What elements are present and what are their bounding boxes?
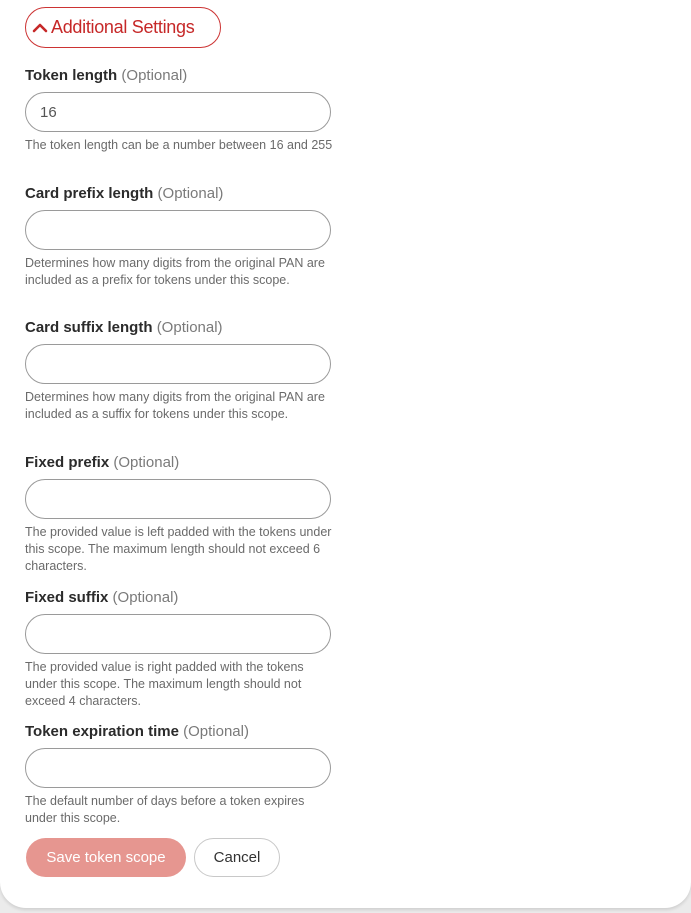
card-suffix-length-input[interactable] [25, 344, 331, 384]
card-suffix-length-field [25, 318, 335, 423]
token-expiration-input[interactable] [25, 748, 331, 788]
optional-tag: (Optional) [112, 589, 179, 606]
token-expiration-help: The default number of days before a token expires under this scope. [25, 794, 305, 825]
fixed-suffix-label: Fixed suffix (Optional) [25, 589, 179, 606]
fixed-prefix-label: Fixed prefix (Optional) [25, 454, 180, 471]
card-prefix-length-input[interactable] [25, 210, 331, 250]
token-length-field [25, 66, 335, 154]
card-prefix-length-field [25, 184, 335, 289]
card-suffix-length-help: Determines how many digits from the original PAN are included as a suffix for tokens under this scope. [25, 390, 325, 421]
token-expiration-field [25, 722, 335, 827]
fixed-suffix-input[interactable] [25, 614, 331, 654]
fixed-prefix-field [25, 453, 335, 575]
chevron-up-icon [32, 17, 51, 38]
optional-tag: (Optional) [121, 67, 188, 84]
save-token-scope-button[interactable]: Save token scope [26, 838, 186, 877]
cancel-button[interactable]: Cancel [194, 838, 280, 877]
fixed-prefix-help: The provided value is left padded with the tokens under this scope. The maximum length should not exceed 6 characters. [25, 525, 332, 573]
token-expiration-label: Token expiration time (Optional) [25, 723, 249, 740]
fixed-suffix-help: The provided value is right padded with the tokens under this scope. The maximum length should not exceed 4 characters. [25, 660, 304, 708]
optional-tag: (Optional) [113, 454, 180, 471]
form-actions [26, 838, 280, 877]
additional-settings-toggle[interactable] [25, 7, 221, 48]
fixed-suffix-field [25, 588, 335, 710]
additional-settings-label: Additional Settings [51, 17, 195, 37]
token-length-label: Token length (Optional) [25, 67, 188, 84]
card-suffix-length-label: Card suffix length (Optional) [25, 319, 223, 336]
optional-tag: (Optional) [183, 723, 249, 740]
card-prefix-length-label: Card prefix length (Optional) [25, 185, 224, 202]
optional-tag: (Optional) [156, 319, 223, 336]
token-length-help: The token length can be a number between 16 and 255 [25, 138, 333, 152]
fixed-prefix-input[interactable] [25, 479, 331, 519]
optional-tag: (Optional) [157, 185, 224, 202]
card-prefix-length-help: Determines how many digits from the original PAN are included as a prefix for tokens under this scope. [25, 256, 325, 287]
token-length-input[interactable] [25, 92, 331, 132]
